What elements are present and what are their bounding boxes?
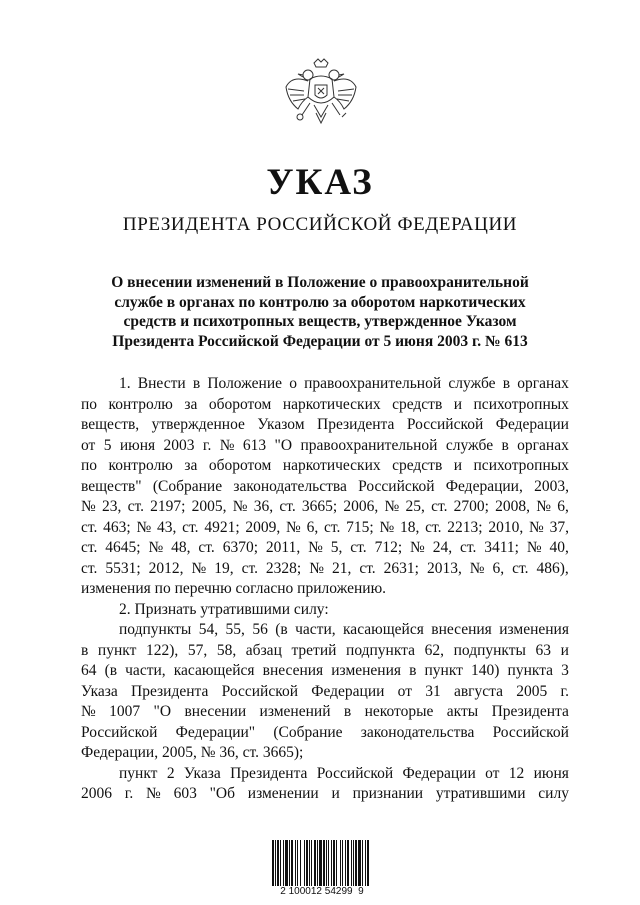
body-line: 2. Признать утратившими силу: <box>119 600 329 618</box>
barcode-bar <box>272 840 274 886</box>
barcode-bar <box>362 840 363 886</box>
body-line: Федерации, 2005, № 36, ст. 3665); <box>81 744 304 761</box>
heading-line: О внесении изменений в Положение о правоохранительной <box>111 274 529 291</box>
barcode-bar <box>319 840 322 886</box>
barcode-bar <box>342 840 343 886</box>
barcode-bar <box>347 840 349 886</box>
body-line: 2006 г. № 603 "Об изменении и признании утратившими силу <box>81 785 569 802</box>
heading-line: службе в органах по контролю за оборотом наркотических <box>114 293 526 311</box>
body-line: по контролю за оборотом наркотических средств и психотропных <box>81 395 569 413</box>
body-line: от 5 июня 2003 г. № 613 "О правоохранительной службе в органах <box>81 436 569 454</box>
body-line: 64 (в части, касающейся внесения изменения в пункт 140) пункта 3 <box>81 662 569 679</box>
barcode-bar <box>351 840 352 886</box>
body-line: веществ" (Собрание законодательства Российской Федерации, 2003, <box>81 477 569 495</box>
document-subtitle: ПРЕЗИДЕНТА РОССИЙСКОЙ ФЕДЕРАЦИИ <box>122 214 518 235</box>
body-line: по контролю за оборотом наркотических средств и психотропных <box>81 457 569 474</box>
barcode-bar <box>304 840 305 886</box>
barcode-bar <box>314 840 316 886</box>
barcode-bar <box>328 840 329 886</box>
body-line: подпункты 54, 55, 56 (в части, касающейся внесения изменения <box>119 621 569 638</box>
barcode-bar <box>353 840 354 886</box>
barcode-bar <box>317 840 318 886</box>
barcode-bar <box>277 840 279 886</box>
body-line: веществ, утвержденное Указом Президента Российской Федерации <box>81 416 569 433</box>
body-line: пункт 2 Указа Президента Российской Федерации от 12 июня <box>119 764 569 782</box>
decree-heading <box>90 273 550 351</box>
barcode-bar <box>345 840 346 886</box>
body-line: № 23, ст. 2197; 2005, № 36, ст. 3665; 2006, № 25, ст. 2700; 2008, № 6, <box>81 498 569 515</box>
heading-line: средств и психотропных веществ, утвержденное Указом <box>123 313 517 330</box>
body-line: ст. 5531; 2012, № 19, ст. 2328; № 21, ст. 2631; 2013, № 6, ст. 486), <box>81 559 569 577</box>
body-line: ст. 463; № 43, ст. 4921; 2009, № 6, ст. 715; № 18, ст. 2213; 2010, № 37, <box>81 518 569 536</box>
body-line: в пункт 122), 57, 58, абзац третий подпункта 62, подпункты 63 и <box>81 641 569 659</box>
barcode-bar <box>300 840 301 886</box>
body-line: 1. Внести в Положение о правоохранительной службе в органах <box>119 375 569 392</box>
barcode-bar <box>309 840 310 886</box>
barcode-number: 2 100012 54299 9 <box>280 886 364 897</box>
decree-body <box>81 374 569 805</box>
barcode-bar <box>280 840 281 886</box>
body-line: Российской Федерации" (Собрание законодательства Российской <box>81 723 569 741</box>
barcode-bar <box>311 840 312 886</box>
barcode-bar <box>367 840 369 886</box>
document-title: УКАЗ <box>266 162 374 203</box>
barcode-bar <box>326 840 327 886</box>
body-line: № 1007 "О внесении изменений в некоторые акты Президента <box>81 703 569 720</box>
barcode-bar <box>291 840 293 886</box>
barcode-bar <box>289 840 290 886</box>
heading-line: Президента Российской Федерации от 5 июня 2003 г. № 613 <box>112 332 528 350</box>
barcode-bar <box>340 840 341 886</box>
barcode-bar <box>333 840 335 886</box>
barcode-bar <box>358 840 361 886</box>
barcode-bar <box>336 840 337 886</box>
barcode-bar <box>306 840 308 886</box>
barcode-bar <box>295 840 296 886</box>
barcode-bar <box>283 840 284 886</box>
barcode-bar <box>285 840 288 886</box>
barcode-bar <box>331 840 332 886</box>
barcode-bar <box>365 840 366 886</box>
coat-of-arms-emblem-icon <box>276 57 366 147</box>
body-line: ст. 4645; № 48, ст. 6370; 2011, № 5, ст. 712; № 24, ст. 3411; № 40, <box>81 539 569 556</box>
barcode-bar <box>355 840 357 886</box>
body-line: изменения по перечню согласно приложению. <box>81 580 387 597</box>
barcode-bar <box>323 840 325 886</box>
barcode-bar <box>297 840 298 886</box>
body-line: Указа Президента Российской Федерации от 31 августа 2005 г. <box>81 682 569 700</box>
barcode-bar <box>275 840 276 886</box>
